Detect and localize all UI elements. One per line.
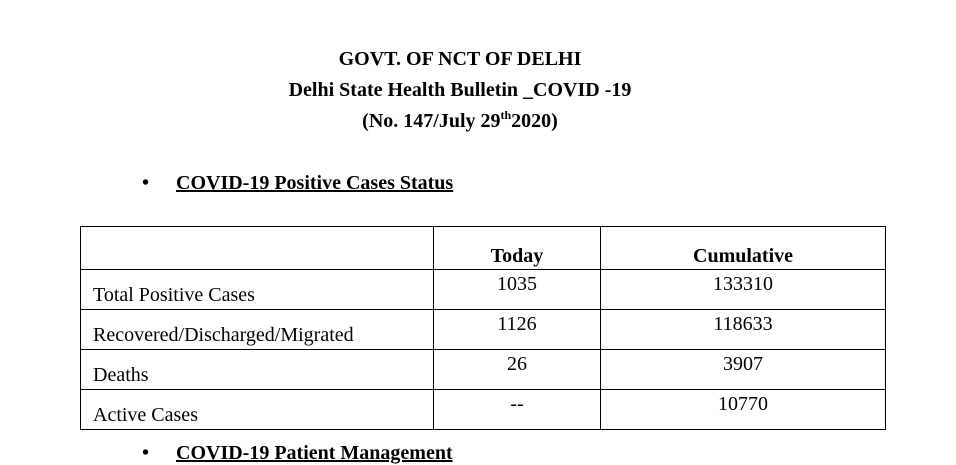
bullet-icon: • xyxy=(142,442,150,464)
row-cumulative: 118633 xyxy=(601,310,886,350)
row-today: 1126 xyxy=(434,310,601,350)
row-today: 26 xyxy=(434,350,601,390)
bulletin-number xyxy=(0,106,920,137)
row-today: -- xyxy=(434,390,601,430)
table-header-cumulative: Cumulative xyxy=(601,227,886,270)
table-header-row xyxy=(81,227,886,270)
bulletin-number-sup: th xyxy=(500,108,512,122)
table-row xyxy=(81,350,886,390)
bulletin-number-prefix: (No. 147/July 29 xyxy=(362,110,501,132)
row-cumulative: 10770 xyxy=(601,390,886,430)
bullet-icon: • xyxy=(142,172,150,194)
bulletin-number-suffix: 2020) xyxy=(511,110,558,132)
table-header-blank xyxy=(81,227,434,270)
table-row xyxy=(81,390,886,430)
section-patient-management xyxy=(142,441,453,465)
govt-title: GOVT. OF NCT OF DELHI xyxy=(338,48,582,70)
section-positive-cases xyxy=(142,171,453,195)
row-cumulative: 133310 xyxy=(601,270,886,310)
section-title-patient-management: COVID-19 Patient Management xyxy=(176,442,453,464)
table-row xyxy=(81,270,886,310)
table-header-today: Today xyxy=(434,227,601,270)
table-row xyxy=(81,310,886,350)
row-label: Recovered/Discharged/Migrated xyxy=(81,310,434,350)
bulletin-title: Delhi State Health Bulletin _COVID -19 xyxy=(288,79,632,101)
row-cumulative: 3907 xyxy=(601,350,886,390)
positive-cases-table xyxy=(80,226,886,430)
section-title-positive-cases: COVID-19 Positive Cases Status xyxy=(176,172,454,194)
row-label: Deaths xyxy=(81,350,434,390)
row-label: Active Cases xyxy=(81,390,434,430)
row-today: 1035 xyxy=(434,270,601,310)
row-label: Total Positive Cases xyxy=(81,270,434,310)
bulletin-header xyxy=(0,44,920,137)
